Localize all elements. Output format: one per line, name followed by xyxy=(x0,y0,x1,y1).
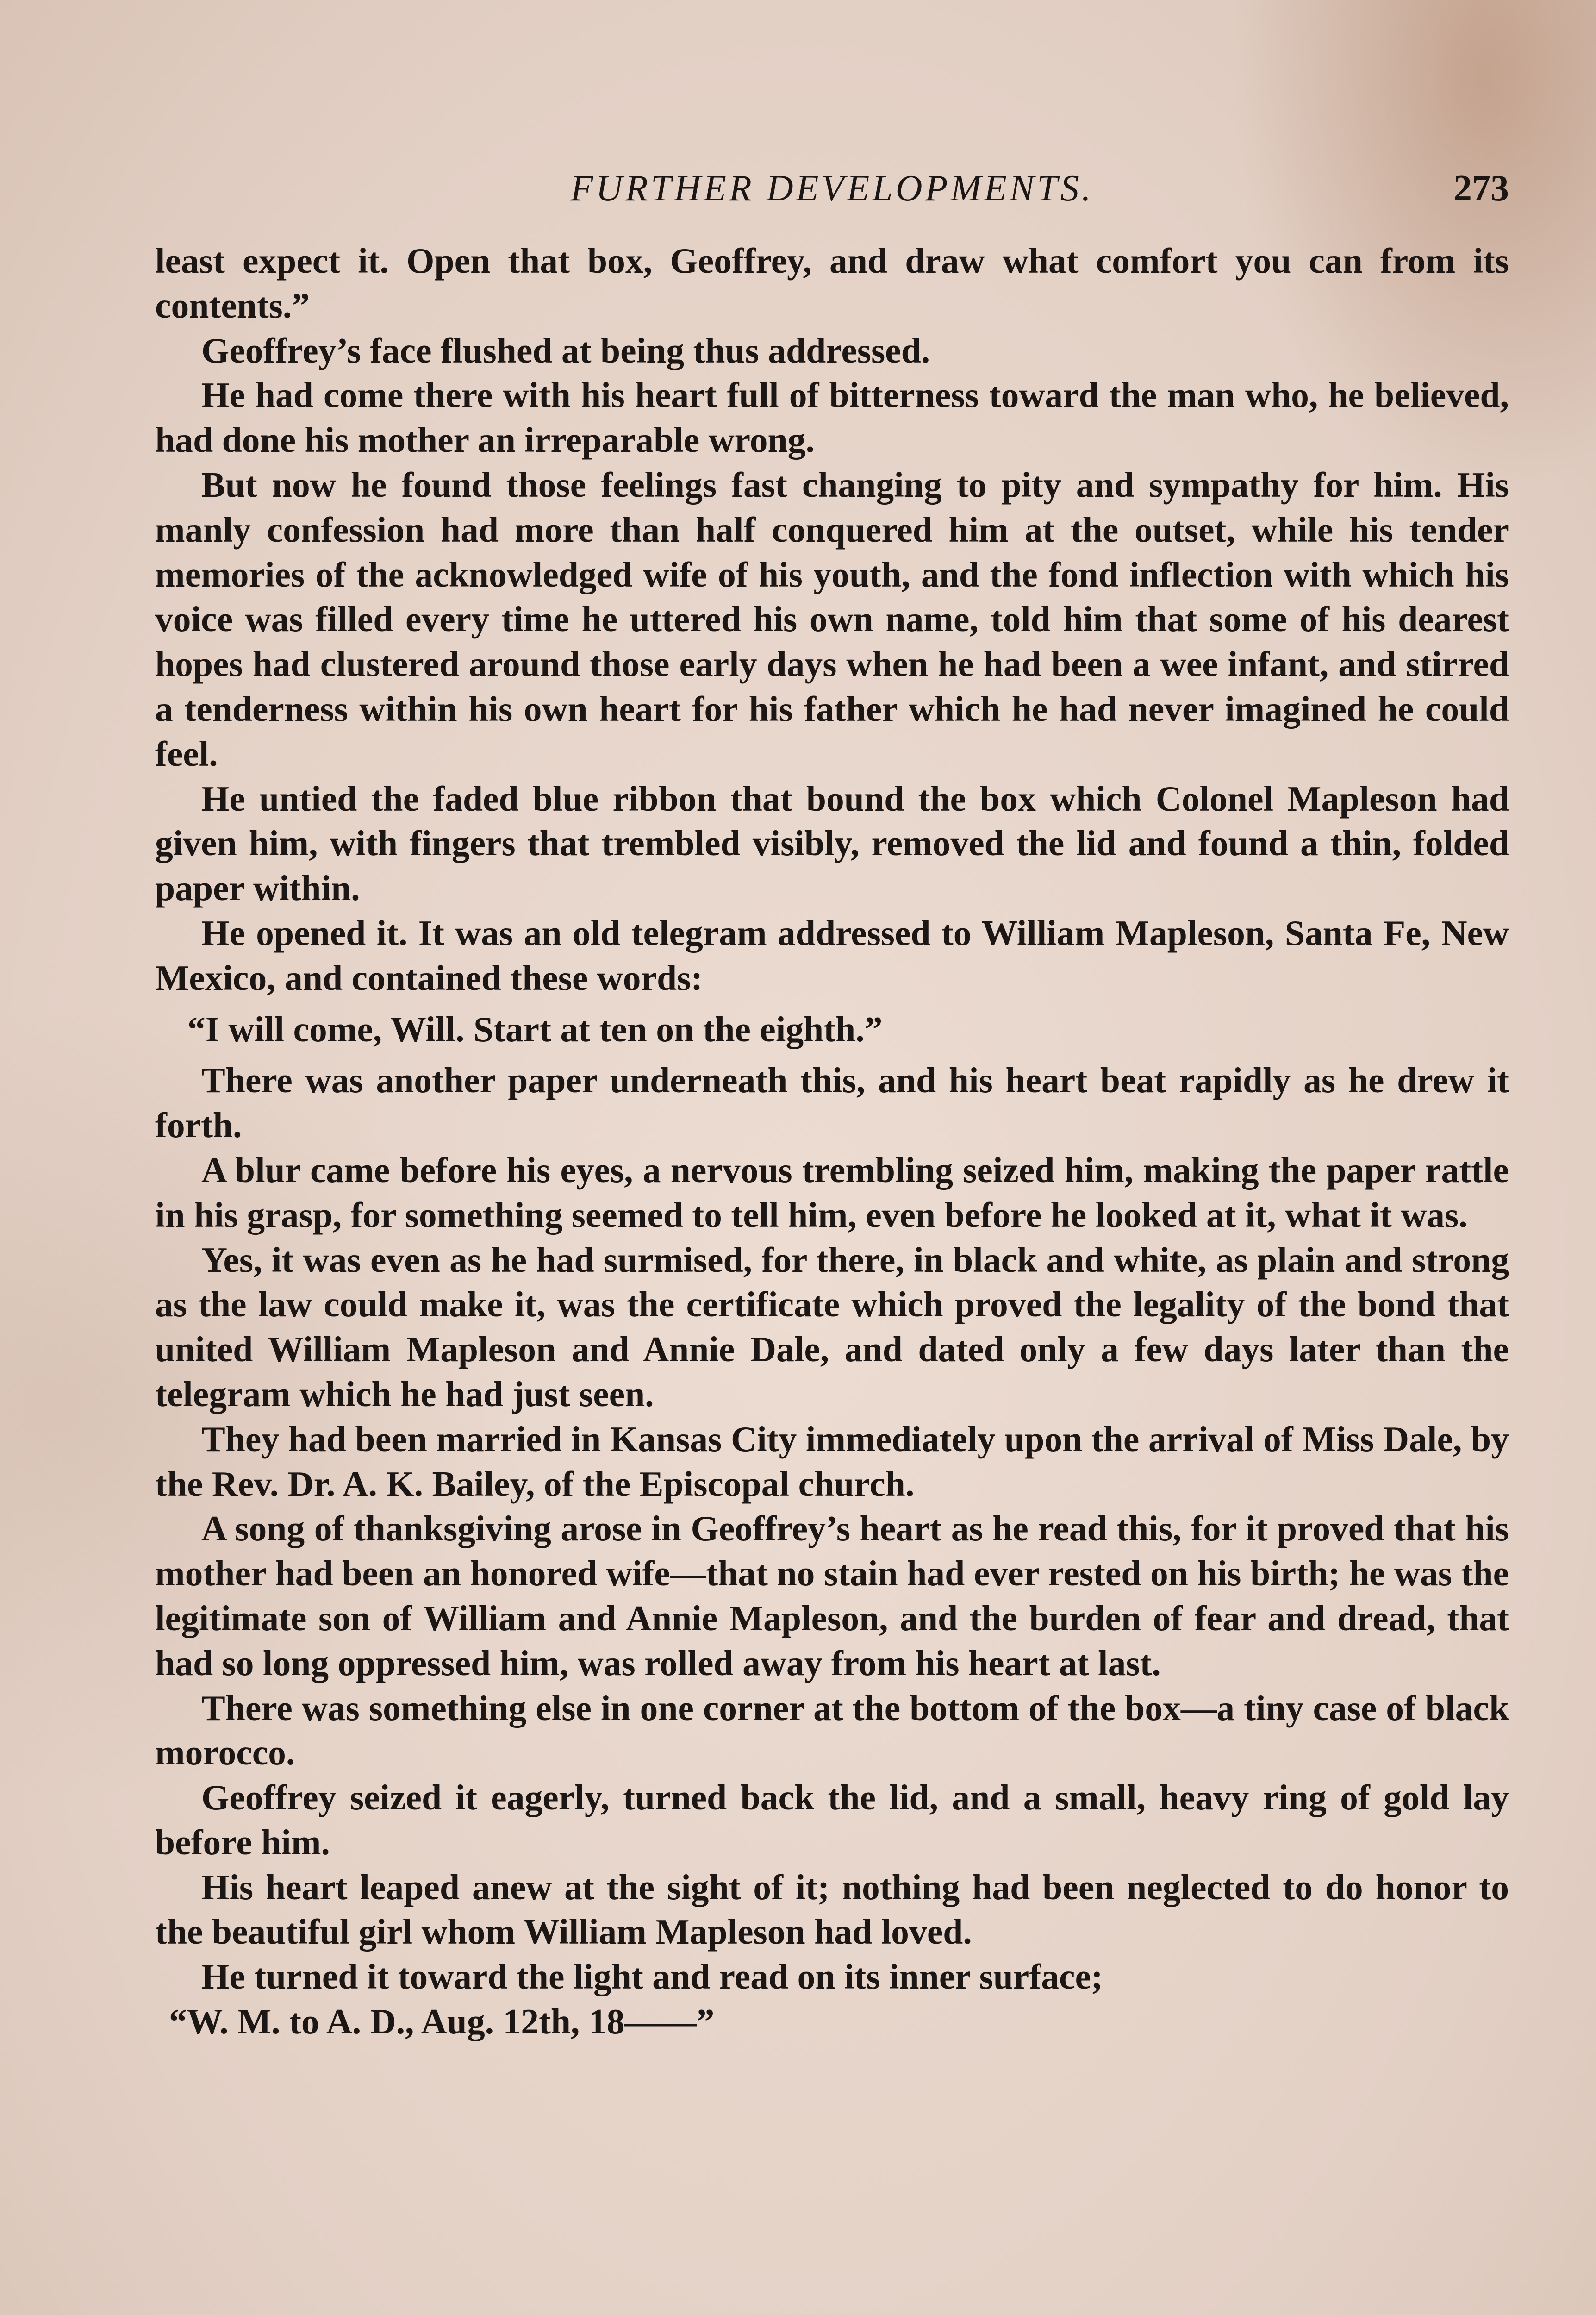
page-number: 273 xyxy=(1453,168,1509,209)
telegram-quote: “I will come, Will. Start at ten on the eighth.” xyxy=(187,1009,883,1049)
paragraph: There was another paper underneath this, and his heart beat rapidly as he drew it forth. xyxy=(155,1060,1509,1145)
page-header xyxy=(155,163,1509,214)
ring-inscription: “W. M. to A. D., Aug. 12th, 18——” xyxy=(169,2002,715,2042)
book-page xyxy=(155,0,1509,2315)
paragraph: There was something else in one corner at the bottom of the box—a tiny case of black morocco. xyxy=(155,1688,1509,1773)
paragraph: But now he found those feelings fast changing to pity and sympathy for him. His manly confession had more than half conquered him at the outset, while his tender memories of the acknowledged wife of his youth, and the fond inflection with which his voice was filled every time he uttered his own name, told him that some of his dearest hopes had clustered around those early days when he had been a wee infant, and stirred a tenderness within his own heart for his father which he had never imagined he could feel. xyxy=(155,464,1509,774)
paragraph: Geoffrey’s face flushed at being thus addressed. xyxy=(201,330,930,370)
paragraph: Geoffrey seized it eagerly, turned back the lid, and a small, heavy ring of gold lay before him. xyxy=(155,1777,1509,1862)
paragraph: They had been married in Kansas City immediately upon the arrival of Miss Dale, by the Rev. Dr. A. K. Bailey, of the Episcopal church. xyxy=(155,1419,1509,1504)
running-title: FURTHER DEVELOPMENTS. xyxy=(570,168,1094,209)
body-text xyxy=(155,238,1509,2044)
paragraph: He untied the faded blue ribbon that bound the box which Colonel Mapleson had given him, with fingers that trembled visibly, removed the lid and found a thin, folded paper within. xyxy=(155,778,1509,908)
paragraph: He turned it toward the light and read on its inner surface; xyxy=(201,1957,1103,1997)
paragraph: He had come there with his heart full of bitterness toward the man who, he believed, had done his mother an irreparable wrong. xyxy=(155,375,1509,460)
paragraph: A song of thanksgiving arose in Geoffrey’s heart as he read this, for it proved that his mother had been an honored wife—that no stain had ever rested on his birth; he was the legitimate son of William and Annie Mapleson, and the burden of fear and dread, that had so long oppressed him, was rolled away from his heart at last. xyxy=(155,1508,1509,1683)
paragraph: He opened it. It was an old telegram addressed to William Mapleson, Santa Fe, New Mexico, and contained these words: xyxy=(155,913,1509,998)
paragraph: least expect it. Open that box, Geoffrey, and draw what comfort you can from its contents.” xyxy=(155,241,1509,325)
paragraph: His heart leaped anew at the sight of it; nothing had been neglected to do honor to the beautiful girl whom William Mapleson had loved. xyxy=(155,1867,1509,1952)
paragraph: Yes, it was even as he had surmised, for there, in black and white, as plain and strong as the law could make it, was the certificate which proved the legality of the bond that united William Mapleson and Annie Dale, and dated only a few days later than the telegram which he had just seen. xyxy=(155,1239,1509,1414)
paragraph: A blur came before his eyes, a nervous trembling seized him, making the paper rattle in his grasp, for something seemed to tell him, even before he looked at it, what it was. xyxy=(155,1150,1509,1235)
